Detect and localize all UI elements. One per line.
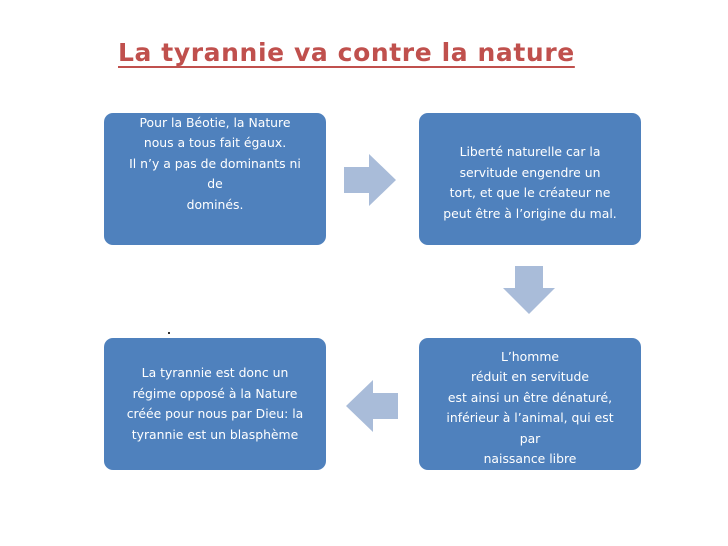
arrow-right-icon	[342, 152, 398, 208]
box-liberte-naturelle	[419, 113, 641, 245]
box-line: tyrannie est un blasphème	[131, 426, 299, 442]
box-line: La tyrannie est donc un	[141, 365, 289, 380]
box-line: L’homme	[500, 348, 560, 364]
box-tyrannie-conclusion	[104, 338, 326, 470]
box-homme-servitude	[419, 338, 641, 470]
box-text	[127, 363, 304, 445]
box-line: régime opposé à la Nature	[132, 385, 298, 401]
arrow-down-icon	[501, 264, 557, 316]
box-line: dominés.	[186, 196, 244, 212]
box-text	[129, 113, 301, 216]
box-beotie-nature	[104, 113, 326, 245]
box-line: est ainsi un être dénaturé,	[447, 389, 613, 405]
box-line: naissance libre	[483, 451, 577, 466]
box-line: inférieur à l’animal, qui est	[446, 410, 614, 425]
box-line: servitude engendre un	[459, 164, 601, 180]
box-line: peut être à l’origine du mal.	[443, 205, 617, 221]
arrow-left-icon	[344, 378, 400, 434]
box-line: de	[207, 176, 223, 192]
slide-title: La tyrannie va contre la nature	[118, 38, 575, 67]
box-line: réduit en servitude	[471, 369, 589, 384]
box-line: nous a tous fait égaux.	[143, 135, 287, 151]
box-text	[446, 347, 613, 470]
box-line: Il n’y a pas de dominants ni	[129, 155, 301, 171]
box-line: Pour la Béotie, la Nature	[139, 114, 291, 130]
box-line: par	[519, 430, 541, 446]
stray-dot	[168, 332, 170, 334]
box-line: créée pour nous par Dieu: la	[126, 406, 304, 421]
box-line: tort, et que le créateur ne	[449, 185, 611, 200]
box-text	[443, 142, 616, 224]
box-line: Liberté naturelle car la	[459, 144, 601, 159]
